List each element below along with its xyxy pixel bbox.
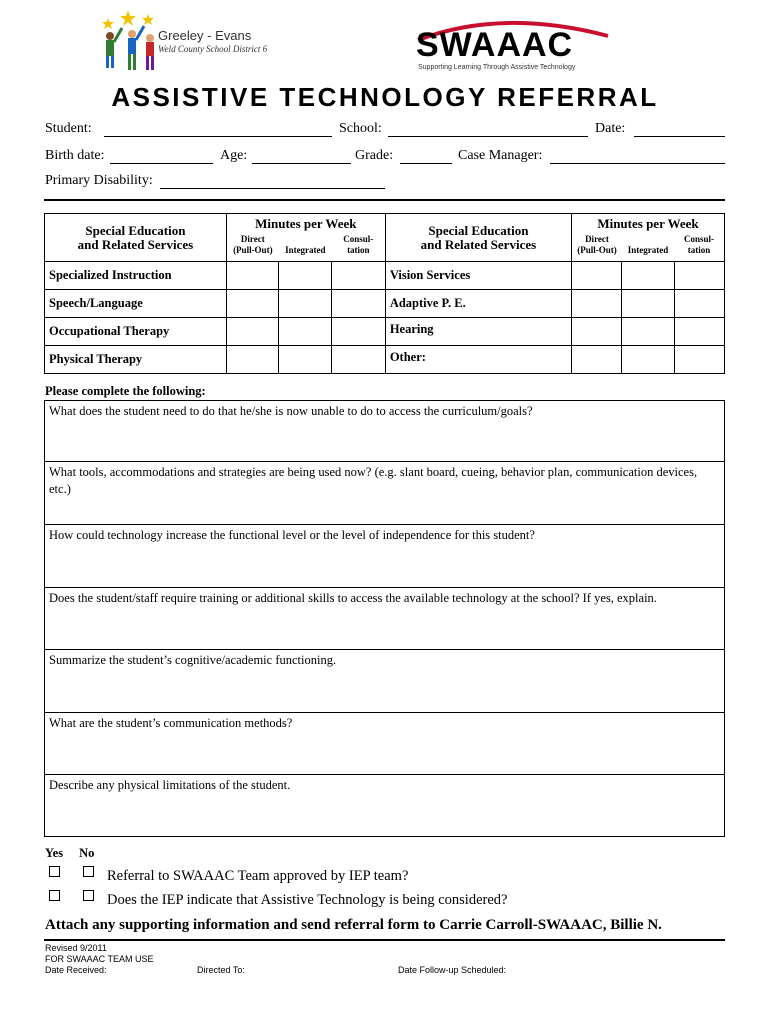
service-label: Occupational Therapy: [45, 318, 227, 346]
table-row: [45, 262, 725, 290]
minutes-cell[interactable]: [622, 290, 674, 318]
minutes-cell[interactable]: [674, 262, 724, 290]
minutes-cell[interactable]: [622, 346, 674, 374]
footer-divider: [44, 939, 725, 941]
check-item-2: Does the IEP indicate that Assistive Technology is being considered?: [107, 892, 508, 908]
minutes-header-right: Minutes per Week Direct (Pull-Out) Integrated Consul- tation: [571, 214, 724, 262]
minutes-cell[interactable]: [571, 318, 621, 346]
minutes-cell[interactable]: [571, 262, 621, 290]
minutes-cell[interactable]: [332, 262, 385, 290]
question-box-7[interactable]: [44, 775, 725, 837]
question-text: What are the student’s communication methods?: [49, 716, 293, 730]
primary-disability-label: Primary Disability:: [45, 173, 153, 188]
district-subtitle: Weld County School District 6: [158, 44, 268, 54]
services-header-left: Special Education and Related Services: [45, 214, 227, 262]
question-box-3[interactable]: [44, 525, 725, 588]
grade-label: Grade:: [355, 148, 394, 163]
minutes-cell[interactable]: [332, 318, 385, 346]
minutes-cell[interactable]: [332, 346, 385, 374]
yes-no-header: Yes No: [45, 846, 95, 860]
minutes-cell[interactable]: [226, 318, 278, 346]
yes-checkbox-2[interactable]: [49, 890, 60, 901]
attach-instructions: Attach any supporting information and send referral form to Carrie Carroll-SWAAAC, Billie N.: [45, 917, 662, 933]
minutes-cell[interactable]: [279, 290, 332, 318]
swaaac-wordmark: SWAAAC: [416, 26, 574, 64]
primary-disability-field[interactable]: [160, 188, 385, 189]
minutes-cell[interactable]: [571, 346, 621, 374]
questions-intro: Please complete the following:: [45, 384, 206, 398]
minutes-cell[interactable]: [279, 318, 332, 346]
question-box-6[interactable]: [44, 713, 725, 775]
minutes-header-left: Minutes per Week Direct (Pull-Out) Integrated Consul- tation: [226, 214, 385, 262]
date-field[interactable]: [634, 136, 725, 137]
service-label: Specialized Instruction: [45, 262, 227, 290]
minutes-cell[interactable]: [622, 318, 674, 346]
directed-to-label: Directed To:: [197, 965, 245, 975]
question-text: How could technology increase the functional level or the level of independence for this student?: [49, 528, 535, 542]
follow-up-label: Date Follow-up Scheduled:: [398, 965, 507, 975]
minutes-cell[interactable]: [674, 290, 724, 318]
minutes-cell[interactable]: [332, 290, 385, 318]
age-field[interactable]: [252, 163, 351, 164]
case-manager-label: Case Manager:: [458, 148, 543, 163]
services-table: [44, 213, 725, 374]
minutes-cell[interactable]: [226, 290, 278, 318]
swaaac-logo: [412, 14, 612, 78]
no-checkbox-1[interactable]: [83, 866, 94, 877]
children-reaching-stars-icon: [96, 8, 276, 78]
table-row: [45, 346, 725, 374]
table-row: [45, 318, 725, 346]
date-received-label: Date Received:: [45, 965, 107, 975]
case-manager-field[interactable]: [550, 163, 725, 164]
district-logo: [96, 8, 276, 78]
question-box-5[interactable]: [44, 650, 725, 713]
team-use-label: FOR SWAAAC TEAM USE: [45, 954, 154, 964]
question-text: What tools, accommodations and strategies are being used now? (e.g. slant board, cueing, behavior plan, communication devices, etc.): [49, 465, 698, 496]
school-field[interactable]: [388, 136, 588, 137]
minutes-cell[interactable]: [674, 346, 724, 374]
yes-checkbox-1[interactable]: [49, 866, 60, 877]
minutes-cell[interactable]: [226, 346, 278, 374]
minutes-cell[interactable]: [571, 290, 621, 318]
service-label: Adaptive P. E.: [385, 290, 571, 318]
student-label: Student:: [45, 121, 92, 136]
question-text: Describe any physical limitations of the student.: [49, 778, 291, 792]
minutes-cell[interactable]: [226, 262, 278, 290]
question-box-2[interactable]: [44, 462, 725, 525]
page-title: ASSISTIVE TECHNOLOGY REFERRAL: [111, 82, 659, 112]
question-text: What does the student need to do that he/she is now unable to do to access the curriculum/goals?: [49, 404, 533, 418]
school-label: School:: [339, 121, 382, 136]
district-name: Greeley - Evans: [158, 28, 252, 43]
student-field[interactable]: [104, 136, 332, 137]
question-box-4[interactable]: [44, 588, 725, 650]
minutes-cell[interactable]: [279, 346, 332, 374]
service-label: Other:: [385, 346, 571, 374]
no-checkbox-2[interactable]: [83, 890, 94, 901]
question-text: Summarize the student’s cognitive/academic functioning.: [49, 653, 337, 667]
date-label: Date:: [595, 121, 626, 136]
birth-date-field[interactable]: [110, 163, 213, 164]
minutes-cell[interactable]: [622, 262, 674, 290]
question-text: Does the student/staff require training or additional skills to access the available technology at the school? If yes, explain.: [49, 591, 657, 605]
service-label: Hearing: [385, 318, 571, 346]
check-item-1: Referral to SWAAAC Team approved by IEP team?: [107, 868, 409, 884]
table-row: [45, 290, 725, 318]
minutes-cell[interactable]: [674, 318, 724, 346]
question-box-1[interactable]: [44, 400, 725, 462]
service-label: Speech/Language: [45, 290, 227, 318]
revised-date: Revised 9/2011: [45, 943, 107, 953]
grade-field[interactable]: [400, 163, 452, 164]
service-label: Physical Therapy: [45, 346, 227, 374]
header-divider: [44, 199, 725, 201]
birth-date-label: Birth date:: [45, 148, 105, 163]
services-header-right: Special Education and Related Services: [385, 214, 571, 262]
age-label: Age:: [220, 148, 248, 163]
service-label: Vision Services: [385, 262, 571, 290]
minutes-cell[interactable]: [279, 262, 332, 290]
swaaac-tagline: Supporting Learning Through Assistive Technology: [418, 64, 576, 71]
